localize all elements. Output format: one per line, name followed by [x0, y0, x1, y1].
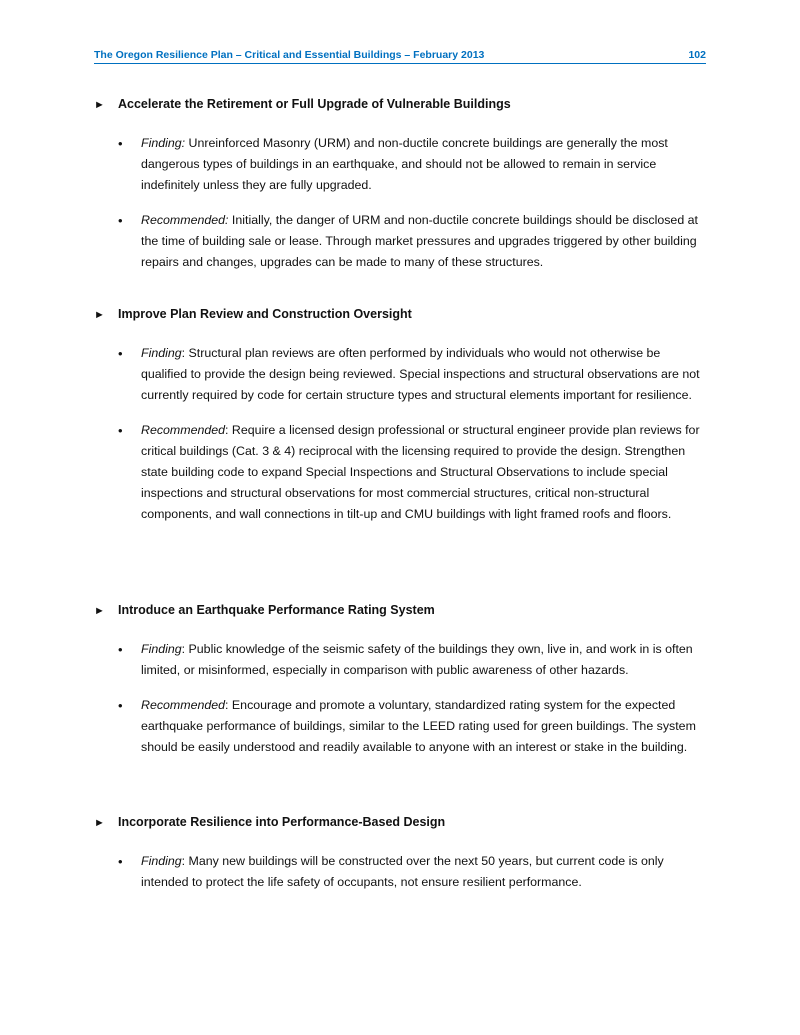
section-heading [94, 306, 706, 323]
page-number: 102 [688, 49, 706, 61]
bullet-icon: • [118, 854, 123, 869]
recommended-item [94, 210, 706, 273]
item-label: Finding: [141, 136, 186, 150]
item-text: Initially, the danger of URM and non-ductile concrete buildings should be disclosed at the time of building sale or lease. Through market pressures and upgrades triggered by other building repairs and changes, upgrades can be made to many of these structures. [141, 213, 698, 269]
section-points [94, 133, 706, 273]
section-retirement-upgrade [94, 96, 706, 273]
arrow-right-icon: ► [94, 99, 105, 111]
item-label: Recommended: [141, 213, 229, 227]
item-text: : Require a licensed design professional or structural engineer provide plan reviews for critical buildings (Cat. 3 & 4) reciprocal with the licensing required to provide the design. Strengthen state building code to expand Special Inspections and Structural Observations to include special inspections and structural observations for most commercial structures, critical non-structural components, and wall connections in tilt-up and CMU buildings with light framed roofs and floors. [141, 423, 700, 521]
bullet-icon: • [118, 423, 123, 438]
section-heading-text: Accelerate the Retirement or Full Upgrade of Vulnerable Buildings [118, 97, 511, 111]
item-text: : Public knowledge of the seismic safety of the buildings they own, live in, and work in is often limited, or misinformed, especially in comparison with public awareness of other hazards. [141, 642, 693, 677]
section-heading [94, 96, 706, 113]
section-performance-design [94, 814, 706, 893]
bullet-icon: • [118, 698, 123, 713]
arrow-right-icon: ► [94, 309, 105, 321]
section-points [94, 343, 706, 525]
section-heading [94, 602, 706, 619]
bullet-icon: • [118, 213, 123, 228]
item-label: Recommended [141, 698, 226, 712]
recommended-item [94, 420, 706, 525]
arrow-right-icon: ► [94, 817, 105, 829]
section-heading-text: Introduce an Earthquake Performance Rating System [118, 603, 435, 617]
item-text: : Encourage and promote a voluntary, standardized rating system for the expected earthquake performance of buildings, similar to the LEED rating used for green buildings. The system should be easily understood and readily available to anyone with an interest or stake in the building. [141, 698, 696, 754]
bullet-icon: • [118, 136, 123, 151]
section-points [94, 639, 706, 758]
document-title: The Oregon Resilience Plan – Critical and Essential Buildings – February 2013 [94, 49, 485, 61]
bullet-icon: • [118, 346, 123, 361]
finding-item [94, 639, 706, 681]
finding-item [94, 851, 706, 893]
finding-item [94, 343, 706, 406]
item-text: : Many new buildings will be constructed over the next 50 years, but current code is only intended to protect the life safety of occupants, not ensure resilient performance. [141, 854, 664, 889]
item-text: Unreinforced Masonry (URM) and non-ductile concrete buildings are generally the most dangerous types of buildings in an earthquake, and should not be allowed to remain in service indefinitely unless they are fully upgraded. [141, 136, 668, 192]
section-points [94, 851, 706, 893]
item-label: Finding [141, 642, 182, 656]
section-heading [94, 814, 706, 831]
section-rating-system [94, 602, 706, 758]
item-label: Recommended [141, 423, 226, 437]
item-text: : Structural plan reviews are often performed by individuals who would not otherwise be qualified to provide the design being reviewed. Special inspections and structural observations are not currently required by code for certain structure types and structural elements important for resilience. [141, 346, 700, 402]
finding-item [94, 133, 706, 196]
page-header [94, 48, 706, 64]
section-plan-review [94, 306, 706, 525]
item-label: Finding [141, 854, 182, 868]
item-label: Finding [141, 346, 182, 360]
bullet-icon: • [118, 642, 123, 657]
section-heading-text: Improve Plan Review and Construction Oversight [118, 307, 412, 321]
recommended-item [94, 695, 706, 758]
section-heading-text: Incorporate Resilience into Performance-Based Design [118, 815, 446, 829]
arrow-right-icon: ► [94, 605, 105, 617]
